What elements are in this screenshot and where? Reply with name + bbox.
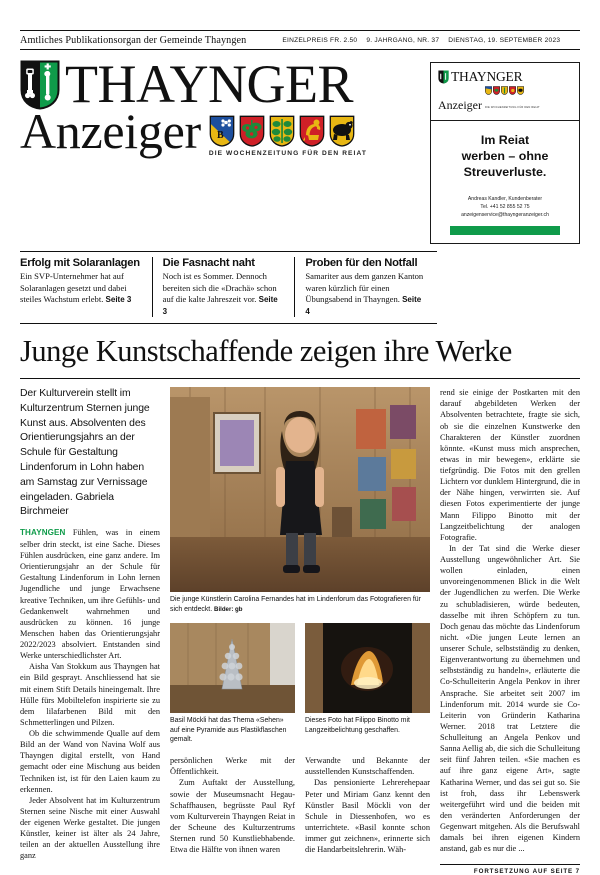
photo-longexposure-filippo-binotto (305, 623, 430, 713)
svg-text:B: B (216, 130, 224, 141)
crest-opfertshofen-icon (299, 115, 325, 147)
teaser-page-ref[interactable]: Seite 3 (162, 295, 278, 316)
photo-main-artist-carolina-fernandes (170, 387, 430, 592)
ad-contact-block (438, 195, 572, 220)
article-dateline: THAYNGEN (20, 528, 66, 538)
article-body (20, 387, 580, 875)
teaser-title: Erfolg mit Solaranlagen (20, 257, 140, 270)
continuation-note[interactable]: FORTSETZUNG AUF SEITE 7 (473, 868, 580, 875)
masthead-slogan: DIE WOCHENZEITUNG FÜR DEN REIAT (208, 150, 367, 157)
photo-left-caption: Basil Möckli hat das Thema «Sehen» auf eine Pyramide aus Plastikflaschen gemalt. (170, 716, 287, 744)
article-column-2a-text (170, 755, 295, 855)
continuation-rule (440, 864, 580, 875)
teaser-text: Samariter aus dem ganzen Kanton waren kürzlich für einen Übungsabend in Thayngen. Seite 4 (305, 271, 424, 316)
photo-main-caption: Die junge Künstlerin Carolina Fernandes hat im Lindenforum das Fotografieren für sich entdeckt. Bilder: gb (170, 596, 421, 613)
teaser-page-ref[interactable]: Seite 3 (105, 295, 132, 305)
ad-crest-bibern-icon (493, 86, 500, 95)
ad-logo-word-thaynger: THAYNGER (451, 69, 523, 84)
article-column-1-text (20, 527, 160, 861)
ad-contact-name: Andreas Kandler, Kundenberater (467, 195, 543, 202)
teaser-title: Proben für den Notfall (305, 257, 418, 270)
teaser-title: Die Fasnacht naht (162, 257, 255, 270)
teaser-item-solaranlagen[interactable] (20, 257, 152, 317)
ad-accent-bar (450, 226, 560, 235)
ad-crest-opfertshofen-icon (509, 86, 516, 95)
newspaper-front-page (0, 30, 600, 875)
ad-crest-barzheim-icon (485, 86, 492, 95)
masthead-word-anzeiger: Anzeiger (20, 103, 201, 159)
issue-meta (282, 37, 560, 44)
paragraph: Verwandte und Bekannte der ausstellenden Kunstschaffenden. (305, 756, 430, 777)
article-column-2 (170, 387, 430, 875)
crest-hofen-icon (269, 115, 295, 147)
paragraph: Das pensionierte Lehrerehepaar Peter und Miriam Ganz kennt den Künstler Basil Möckli von der Schule in Diessenhofen, wo es unterrichtete. «Basil konnte schon immer gut zeichnen», erinnerte sich die Handarbeitslehrerin. Wäh- (305, 778, 430, 855)
masthead (20, 54, 580, 244)
article-column-2b-text (305, 755, 430, 855)
article-column-3 (440, 387, 580, 875)
crest-thayngen-bear-icon (329, 115, 355, 147)
paragraph: Jeder Absolvent hat im Kulturzentrum Sternen seine Nische mit einer Auswahl der eigenen Werke gestaltet. Die jungen Künstler, keiner ist älter als 24 Jahre, teilen an der aktuellen Ausstellung ihre ganz (20, 795, 160, 861)
teaser-item-fasnacht[interactable] (152, 257, 295, 317)
issue-price: EINZELPREIS FR. 2.50 (282, 36, 358, 44)
paragraph: THAYNGEN Fühlen, was in einem selber drin steckt, ist eine Sache. Dieses Fühlen ausdrücken, eine ganz andere. Im Orientierungsjahr an der Schule für Gestaltung Lindenforum in Lohn lernen Jugendliche und junge Erwachsene kreative Techniken, um ihre Gefühls- und Gedankenwelt wahrnehmen und ausdrücken zu können. 16 junge Menschen haben das Orientierungsjahr 2022/2023 absolviert. Entstanden sind Werke unterschiedlichster Art. (20, 528, 160, 661)
issue-date: DIENSTAG, 19. SEPTEMBER 2023 (448, 36, 561, 44)
teaser-page-ref[interactable]: Seite 4 (305, 295, 422, 316)
ad-contact-phone: Tel. +41 52 855 52 75 (480, 203, 530, 210)
article-column-2-text-columns (170, 755, 430, 855)
issue-volume: 9. JAHRGANG, NR. 37 (366, 36, 440, 44)
ad-crest-thayngen-bear-icon (517, 86, 524, 95)
photo-pyramid-basil-moeckli (170, 623, 295, 713)
paragraph: Ob die schwimmende Qualle auf dem Bild an der Wand von Navina Wolf aus Thayngen digital erstellt, von Hand gemacht oder eine Mischung aus beiden Techniken ist, ist für den Laien kaum zu erkennen. (20, 729, 160, 794)
masthead-logo (20, 54, 418, 244)
reiat-crests-group (209, 115, 367, 157)
masthead-word-thaynger: THAYNGER (65, 54, 354, 115)
ad-logo-slogan: DIE WOCHENZEITUNG FÜR DEN REIAT (484, 106, 540, 109)
crest-bibern-icon (239, 115, 265, 147)
photo-captions-row (170, 713, 430, 753)
ad-mini-crests-group (485, 86, 540, 113)
paragraph: rend sie einige der Postkarten mit den darauf abgebildeten Werken der Absolventen betrachtete, fragte sie sich, ob sie die einzelnen Kunstwerke den Charakteren der Künstler zuordnen könnte. «Kunst muss mich ansprechen, etwas in mir bewegen», erklärte sie tiefgründig. Die Fotos mit den grellen Lichtern vor dunklem Hintergrund, die in der Nähe hingen, verwirrten sie. Auf diesen Fotos experimentierte der junge Mann Filippo Binotto mit der Langzeitbelichtung der analogen Fotografie. (440, 388, 580, 542)
photo-row (170, 623, 430, 713)
paragraph: Aisha Van Stokkum aus Thayngen hat ein Bild gesprayt. Anschliessend hat sie mit einem Stift Details hineingemalt. Ihre Hülle fürs Mobiltelefon inspirierte sie zu dem lilafarbenen Bild mit den Schmetterlingen und Pilzen. (20, 662, 160, 727)
teaser-text: Noch ist es Sommer. Dennoch bereiten sich die «Drachä» schon auf die kalte Jahreszeit vor. Seite 3 (162, 271, 278, 316)
ad-logo-word-anzeiger: Anzeiger (438, 98, 482, 112)
photo-credit: Bilder: gb (214, 605, 243, 613)
photo-right-caption: Dieses Foto hat Filippo Binotto mit Langzeitbelichtung geschaffen. (305, 716, 410, 734)
publication-line: Amtliches Publikationsorgan der Gemeinde Thayngen (20, 34, 247, 46)
paragraph: Zum Auftakt der Ausstellung, sowie der Museumsnacht Hegau-Schaffhausen, begrüsste Paul Ryf vom Kulturverein Thayngen Reiat in der Scheune des Kulturzentrums Sternen rund 50 Kunstliebhabende. Etwa die Hälfte von ihnen waren (170, 778, 295, 855)
ad-headline: Im Reiat werben – ohne Streuverluste. (461, 133, 549, 179)
ad-contact-email[interactable]: anzeigenservice@thayngeranzeiger.ch (461, 212, 549, 219)
teaser-text: Ein SVP-Unternehmer hat auf Solaranlagen gesetzt und dabei steiles Wachstum erlebt. Seite 3 (20, 271, 132, 305)
ad-logo (438, 69, 572, 119)
masthead-topbar (20, 30, 580, 50)
ad-thayngen-coat-of-arms-icon (438, 70, 449, 84)
crest-barzheim-icon (209, 115, 235, 147)
article-column-1 (20, 387, 160, 875)
paragraph: In der Tat sind die Werke dieser Ausstellung ungewöhnlicher Art. Sie wollen einladen, einen unvoreingenommenen Blick in die Welt der Jugendlichen zu werfen. Die Werke zu schubladisieren, würde bedeuten, dasselbe mit ihren Schöpfern zu tun. Doch genau das möchte das Lindenforum nicht. «Die jungen Leute lernen an unserer Schule, selbstständig zu denken, Eigenverantwortung zu übernehmen und selbstständig zu handeln», erläuterte die Co-Schulleiterin Angela Penkov in ihrer Ansprache. Sie arbeitet seit 2007 im Lindenforum mit. 2014 wurde sie Co-Leiterin von Gründerin Katharina Werner. 2018 trat Letztere die Schulleitung an Angela Penkov und Sanna Aellig ab, die sich die Schulleitung seit fünf Jahren teilen. «Sie machen es auf ihre ganz eigene Art», sagte Katharina Werner, und das sei gut so. Sie ist froh, dass ihr Lebenswerk weitergeführt wird und die beiden mit den veränderten Anforderungen der Gegenwart mitgehen. Als die Berufswahl damals bei ihren eigenen Kindern anstand, gab es nur die ... (440, 543, 580, 854)
advertisement-box[interactable] (430, 62, 580, 244)
teaser-row (20, 251, 437, 324)
teaser-item-notfall[interactable] (294, 257, 437, 317)
headline-rule (20, 378, 580, 379)
article-lead: Der Kulturverein stellt im Kulturzentrum Sternen junge Kunst aus. Absolventen des Orientierungsjahrs an der Schule für Gestaltung Lindenforum in Lohn haben am Samstag zur Vernissage eingeladen. Gabriela Birchmeier (20, 388, 150, 518)
article-column-3-text (440, 387, 580, 854)
article-headline: Junge Kunstschaffende zeigen ihre Werke (20, 334, 512, 369)
paragraph: persönlichen Werke mit der Öffentlichkeit. (170, 756, 295, 777)
ad-crest-hofen-icon (501, 86, 508, 95)
